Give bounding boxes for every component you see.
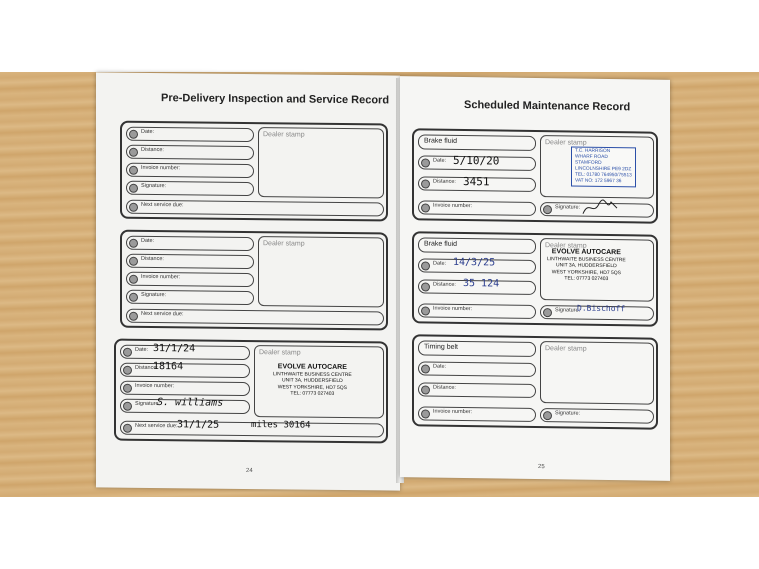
handwritten-distance: 18164: [153, 361, 184, 373]
circle-icon: [123, 423, 132, 432]
circle-icon: [543, 411, 552, 420]
circle-icon: [129, 311, 138, 320]
next-service-field[interactable]: Next service due:: [126, 200, 384, 217]
invoice-field[interactable]: Invoice number:: [120, 381, 250, 396]
service-record-block-3: [114, 339, 388, 444]
heading-field: Brake fluid: [418, 237, 536, 254]
page-number: 24: [246, 467, 253, 475]
circle-icon: [421, 282, 430, 291]
harrison-dealer-stamp: T.C. HARRISON WHARF ROAD STAMFORD LINCOLNSHIRE PE9 2DZ TEL: 01780 764950/75513 VAT NO: 172 5967 36: [571, 147, 636, 188]
date-field[interactable]: Date:: [418, 361, 536, 377]
circle-icon: [123, 347, 132, 356]
dealer-stamp-box: Dealer stamp: [258, 127, 384, 198]
handwritten-next-service: 31/1/25: [177, 419, 220, 431]
handwritten-distance: 3451: [463, 174, 490, 189]
signature-scribble: [581, 198, 621, 219]
invoice-field[interactable]: Invoice number:: [126, 163, 254, 178]
service-record-block-1: [120, 121, 388, 222]
signature-field[interactable]: Signature:: [540, 408, 654, 424]
maintenance-block-brake-fluid-1: [412, 128, 658, 223]
invoice-field[interactable]: Invoice number:: [126, 272, 254, 287]
signature-field[interactable]: Signature:: [126, 181, 254, 196]
handwritten-date: 31/1/24: [153, 343, 196, 355]
circle-icon: [421, 203, 430, 212]
signature-field[interactable]: Signature: S. williams: [120, 399, 250, 414]
circle-icon: [129, 129, 138, 138]
evolve-autocare-stamp: EVOLVE AUTOCARE LINTHWAITE BUSINESS CENTRE UNIT 3A, HUDDERSFIELD WEST YORKSHIRE, HD7 5QS TEL: 07773 027403: [547, 248, 626, 283]
signature-field[interactable]: Signature: D.Bischoff: [540, 305, 654, 321]
circle-icon: [129, 238, 138, 247]
circle-icon: [543, 308, 552, 317]
handwritten-signature: S. williams: [157, 397, 224, 409]
page-number: 25: [538, 464, 545, 471]
maintenance-block-timing-belt: [412, 334, 658, 429]
circle-icon: [123, 401, 132, 410]
handwritten-distance: 35 124: [463, 277, 500, 290]
dealer-stamp-box: Dealer stamp: [540, 341, 654, 405]
right-page-title: Scheduled Maintenance Record: [464, 99, 631, 114]
date-field[interactable]: Date: 31/1/24: [120, 345, 250, 360]
distance-field[interactable]: Distance: 35 124: [418, 279, 536, 295]
date-field[interactable]: Date:: [126, 236, 254, 251]
invoice-field[interactable]: Invoice number:: [418, 406, 536, 422]
circle-icon: [421, 306, 430, 315]
handwritten-signature: D.Bischoff: [577, 303, 626, 314]
service-record-block-2: [120, 230, 388, 331]
dealer-stamp-box: Dealer stamp T.C. HARRISON WHARF ROAD STAMFORD LINCOLNSHIRE PE9 2DZ TEL: 01780 764950/75513 VAT NO: 172 5967 36: [540, 135, 654, 199]
circle-icon: [421, 409, 430, 418]
dealer-stamp-box: Dealer stamp EVOLVE AUTOCARE LINTHWAITE BUSINESS CENTRE UNIT 3A, HUDDERSFIELD WEST YORKSHIRE, HD7 5QS TEL: 07773 027403: [254, 345, 384, 418]
distance-field[interactable]: Distance:: [126, 254, 254, 269]
handwritten-miles-note: miles 30164: [251, 420, 311, 431]
next-service-field[interactable]: Next service due:: [126, 309, 384, 326]
distance-field[interactable]: Distance: 18164: [120, 363, 250, 378]
left-page-title: Pre-Delivery Inspection and Service Record: [161, 92, 390, 107]
date-field[interactable]: Date:: [126, 127, 254, 142]
circle-icon: [129, 256, 138, 265]
signature-field[interactable]: Signature:: [540, 202, 654, 218]
distance-field[interactable]: Distance:: [126, 145, 254, 160]
date-field[interactable]: Date: 5/10/20: [418, 155, 536, 171]
circle-icon: [123, 383, 132, 392]
circle-icon: [543, 205, 552, 214]
circle-icon: [129, 147, 138, 156]
right-page: [400, 76, 670, 481]
circle-icon: [129, 274, 138, 283]
handwritten-date: 5/10/20: [453, 153, 500, 168]
circle-icon: [129, 202, 138, 211]
invoice-field[interactable]: Invoice number:: [418, 303, 536, 319]
heading-field: Brake fluid: [418, 134, 536, 151]
circle-icon: [129, 183, 138, 192]
distance-field[interactable]: Distance:: [418, 382, 536, 398]
circle-icon: [129, 292, 138, 301]
left-page: [96, 72, 400, 490]
next-service-field[interactable]: Next service due: 31/1/25 miles 30164: [120, 421, 384, 438]
distance-field[interactable]: Distance: 3451: [418, 176, 536, 192]
circle-icon: [123, 365, 132, 374]
handwritten-date: 14/3/25: [453, 256, 496, 269]
circle-icon: [129, 165, 138, 174]
circle-icon: [421, 364, 430, 373]
dealer-stamp-box: Dealer stamp: [258, 236, 384, 307]
maintenance-block-brake-fluid-2: [412, 231, 658, 326]
heading-field: Timing belt: [418, 340, 536, 357]
circle-icon: [421, 179, 430, 188]
circle-icon: [421, 385, 430, 394]
circle-icon: [421, 158, 430, 167]
signature-field[interactable]: Signature:: [126, 290, 254, 305]
circle-icon: [421, 261, 430, 270]
evolve-autocare-stamp: EVOLVE AUTOCARE LINTHWAITE BUSINESS CENTRE UNIT 3A, HUDDERSFIELD WEST YORKSHIRE, HD7 5QS TEL: 07773 027403: [273, 363, 352, 397]
dealer-stamp-box: Dealer stamp EVOLVE AUTOCARE LINTHWAITE BUSINESS CENTRE UNIT 3A, HUDDERSFIELD WEST YORKSHIRE, HD7 5QS TEL: 07773 027403: [540, 238, 654, 302]
invoice-field[interactable]: Invoice number:: [418, 200, 536, 216]
date-field[interactable]: Date: 14/3/25: [418, 258, 536, 274]
